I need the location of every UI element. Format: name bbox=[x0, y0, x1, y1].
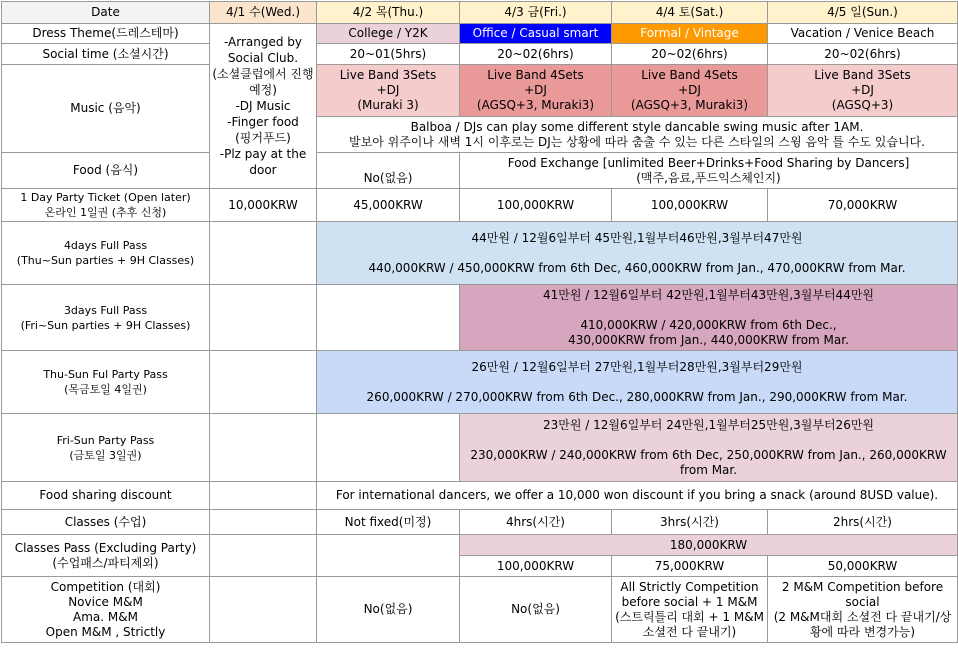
full-pass-3-price: 41만원 / 12월6일부터 42만원,1월부터43만원,3월부터44만원 410,000KRW / 420,000KRW from 6th Dec., 430,000KRW from Jan., 440,000KRW from Mar. bbox=[460, 285, 958, 351]
ticket-day-4: 100,000KRW bbox=[612, 189, 768, 222]
header-day-4: 4/4 토(Sat.) bbox=[612, 2, 768, 24]
food-row bbox=[2, 153, 958, 189]
ticket-row bbox=[2, 189, 958, 222]
dress-theme-day-2: College / Y2K bbox=[317, 24, 460, 44]
competition-day-5: 2 M&M Competition before social (2 M&M대회 소셜전 다 끝내기/상황에 따라 변경가능) bbox=[768, 577, 958, 643]
ticket-day-1: 10,000KRW bbox=[210, 189, 317, 222]
party-pass-3-price: 23만원 / 12월6일부터 24만원,1월부터25만원,3월부터26만원 230,000KRW / 240,000KRW from 6th Dec, 250,000KRW from Jan., 260,000KRW from Mar. bbox=[460, 414, 958, 482]
full-pass-3-row bbox=[2, 285, 958, 351]
party-pass-3-day-2 bbox=[317, 414, 460, 482]
party-pass-3-day-1 bbox=[210, 414, 317, 482]
class-pass-day-2 bbox=[317, 535, 460, 577]
social-time-day-3: 20~02(6hrs) bbox=[460, 44, 612, 65]
header-day-5: 4/5 일(Sun.) bbox=[768, 2, 958, 24]
discount-day-1 bbox=[210, 482, 317, 510]
social-time-day-4: 20~02(6hrs) bbox=[612, 44, 768, 65]
full-pass-3-day-1 bbox=[210, 285, 317, 351]
class-pass-day-5: 50,000KRW bbox=[768, 556, 958, 577]
dress-theme-day-4: Formal / Vintage bbox=[612, 24, 768, 44]
class-pass-all: 180,000KRW bbox=[460, 535, 958, 556]
ticket-label: 1 Day Party Ticket (Open later) 온라인 1일권 (추후 신청) bbox=[2, 189, 210, 222]
party-pass-4-day-1 bbox=[210, 351, 317, 414]
food-exchange: Food Exchange [unlimited Beer+Drinks+Food Sharing by Dancers] (맥주,음료,푸드익스체인지) bbox=[460, 153, 958, 189]
music-day-5: Live Band 3Sets +DJ (AGSQ+3) bbox=[768, 65, 958, 117]
ticket-day-3: 100,000KRW bbox=[460, 189, 612, 222]
food-label: Food (음식) bbox=[2, 153, 210, 189]
header-day-1: 4/1 수(Wed.) bbox=[210, 2, 317, 24]
header-date: Date bbox=[2, 2, 210, 24]
ticket-day-5: 70,000KRW bbox=[768, 189, 958, 222]
classes-day-1 bbox=[210, 510, 317, 535]
class-pass-label: Classes Pass (Excluding Party) (수업패스/파티제외) bbox=[2, 535, 210, 577]
full-pass-4-row bbox=[2, 222, 958, 285]
competition-day-1 bbox=[210, 577, 317, 643]
class-pass-day-3: 100,000KRW bbox=[460, 556, 612, 577]
food-day-2: No(없음) bbox=[317, 153, 460, 189]
classes-day-3: 4hrs(시간) bbox=[460, 510, 612, 535]
classes-day-5: 2hrs(시간) bbox=[768, 510, 958, 535]
classes-day-2: Not fixed(미정) bbox=[317, 510, 460, 535]
competition-day-3: No(없음) bbox=[460, 577, 612, 643]
music-day-4: Live Band 4Sets +DJ (AGSQ+3, Muraki3) bbox=[612, 65, 768, 117]
party-pass-4-label: Thu-Sun Ful Party Pass (목금토일 4일권) bbox=[2, 351, 210, 414]
classes-label: Classes (수업) bbox=[2, 510, 210, 535]
social-time-label: Social time (소셜시간) bbox=[2, 44, 210, 65]
music-day-2: Live Band 3Sets +DJ (Muraki 3) bbox=[317, 65, 460, 117]
competition-label: Competition (대회) Novice M&M Ama. M&M Open M&M , Strictly bbox=[2, 577, 210, 643]
full-pass-3-day-2 bbox=[317, 285, 460, 351]
day1-note: -Arranged by Social Club. (소셜클럽에서 진행 예정) -DJ Music -Finger food (핑거푸드) -Plz pay at the door bbox=[210, 24, 317, 189]
dress-theme-label: Dress Theme(드레스테마) bbox=[2, 24, 210, 44]
discount-label: Food sharing discount bbox=[2, 482, 210, 510]
dress-theme-day-5: Vacation / Venice Beach bbox=[768, 24, 958, 44]
competition-day-2: No(없음) bbox=[317, 577, 460, 643]
discount-row bbox=[2, 482, 958, 510]
class-pass-day-4: 75,000KRW bbox=[612, 556, 768, 577]
competition-row bbox=[2, 577, 958, 643]
party-pass-3-label: Fri-Sun Party Pass (금토일 3일권) bbox=[2, 414, 210, 482]
party-pass-3-row bbox=[2, 414, 958, 482]
full-pass-3-label: 3days Full Pass (Fri~Sun parties + 9H Classes) bbox=[2, 285, 210, 351]
class-pass-row bbox=[2, 535, 958, 556]
class-pass-day-1 bbox=[210, 535, 317, 577]
social-time-row bbox=[2, 44, 958, 65]
dress-theme-row bbox=[2, 24, 958, 44]
classes-day-4: 3hrs(시간) bbox=[612, 510, 768, 535]
discount-note: For international dancers, we offer a 10,000 won discount if you bring a snack (around 8USD value). bbox=[317, 482, 958, 510]
header-day-2: 4/2 목(Thu.) bbox=[317, 2, 460, 24]
full-pass-4-day-1 bbox=[210, 222, 317, 285]
social-time-day-2: 20~01(5hrs) bbox=[317, 44, 460, 65]
music-note: Balboa / DJs can play some different style dancable swing music after 1AM. 발보아 위주이나 새벽 1시 이후로는 DJ는 상황에 따라 춤출 수 있는 다른 스타일의 스윙 음악 틀 수도 있습니다. bbox=[317, 117, 958, 153]
music-label: Music (음악) bbox=[2, 65, 210, 153]
full-pass-4-label: 4days Full Pass (Thu~Sun parties + 9H Classes) bbox=[2, 222, 210, 285]
music-row bbox=[2, 65, 958, 117]
music-day-3: Live Band 4Sets +DJ (AGSQ+3, Muraki3) bbox=[460, 65, 612, 117]
header-day-3: 4/3 금(Fri.) bbox=[460, 2, 612, 24]
full-pass-4-price: 44만원 / 12월6일부터 45만원,1월부터46만원,3월부터47만원 440,000KRW / 450,000KRW from 6th Dec, 460,000KRW from Jan., 470,000KRW from Mar. bbox=[317, 222, 958, 285]
event-schedule-table bbox=[1, 1, 958, 643]
competition-day-4: All Strictly Competition before social + 1 M&M (스트릭틀리 대회 + 1 M&M 소셜전 다 끝내기) bbox=[612, 577, 768, 643]
ticket-day-2: 45,000KRW bbox=[317, 189, 460, 222]
social-time-day-5: 20~02(6hrs) bbox=[768, 44, 958, 65]
dress-theme-day-3: Office / Casual smart bbox=[460, 24, 612, 44]
classes-row bbox=[2, 510, 958, 535]
party-pass-4-row bbox=[2, 351, 958, 414]
header-row bbox=[2, 2, 958, 24]
party-pass-4-price: 26만원 / 12월6일부터 27만원,1월부터28만원,3월부터29만원 260,000KRW / 270,000KRW from 6th Dec., 280,000KRW from Jan., 290,000KRW from Mar. bbox=[317, 351, 958, 414]
